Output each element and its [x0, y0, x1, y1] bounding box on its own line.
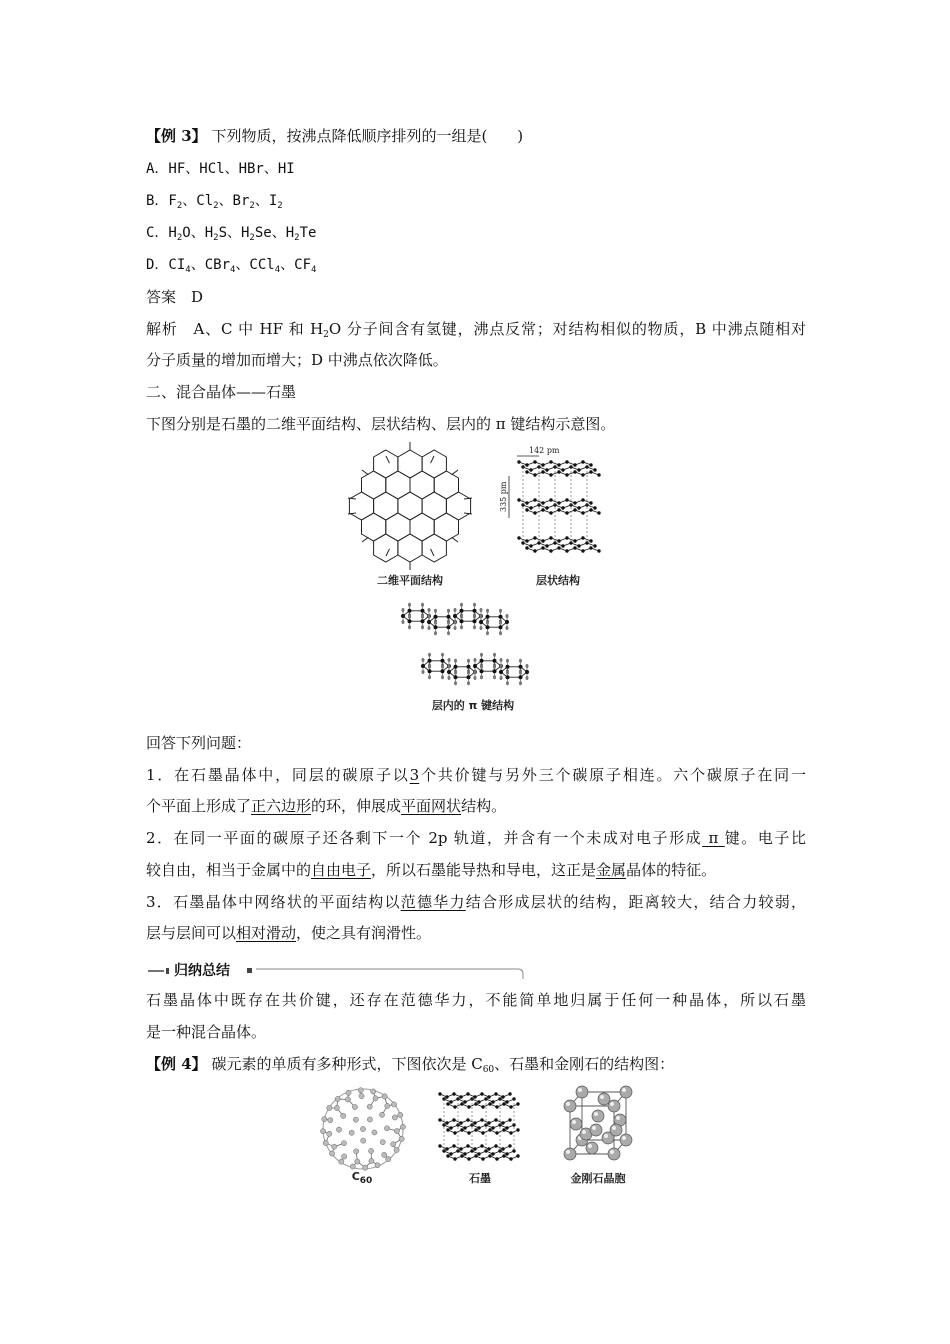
graphite-layered-structure-figure [495, 440, 615, 575]
pi-bond-caption: 层内的 π 键结构 [431, 699, 515, 712]
diamond-caption: 金刚石晶胞 [570, 1172, 626, 1185]
analysis-line-1: 解析 A、C 中 HF 和 $H_2O$ 分子间含有氢键，沸点反常；对结构相似的物质，B 中沸点随相对 [146, 320, 806, 340]
qa-line-1: 1．在石墨晶体中，同层的碳原子以3个共价键与另外三个碳原子相连。六个碳原子在同一 [146, 766, 806, 784]
answer: 答案 D [146, 288, 204, 306]
blank-metal: 金属 [596, 861, 627, 879]
label-335pm: 335 pm [499, 481, 508, 512]
pi-bond-structure-figure [398, 598, 548, 698]
summary-title: 归纳总结 [174, 963, 230, 979]
diamond-cell [564, 1086, 632, 1160]
qa-line-4: 较自由，相当于金属中的自由电子，所以石墨能导热和导电，这正是金属晶体的特征。 [146, 861, 717, 879]
blank-3: 3 [409, 766, 420, 784]
c60-caption: $C_{60}$ [351, 1170, 373, 1186]
graphite-layers [517, 460, 600, 552]
blank-free-electrons: 自由电子 [311, 861, 372, 879]
graphite-planar-structure-figure [344, 440, 476, 572]
section-heading: 二、混合晶体——石墨 [146, 383, 297, 401]
option-b: B．$F_2$、$Cl_2$、$Br_2$、$I_2$ [146, 193, 283, 211]
blank-pi: π [702, 829, 725, 847]
graphite-layers-small [438, 1092, 519, 1160]
graphite-caption: 石墨 [469, 1172, 491, 1185]
pi-bond-layers [401, 603, 529, 685]
label-142pm: 142 pm [529, 446, 560, 455]
qa-line-3: 2．在同一平面的碳原子还各剩下一个 2p 轨道，并含有一个未成对电子形成 π 键。电子比 [146, 829, 806, 847]
c60-atoms [320, 1088, 405, 1171]
c60-fullerene-figure [318, 1085, 408, 1173]
qa-line-2: 个平面上形成了正六边形的环，伸展成平面网状结构。 [146, 797, 507, 815]
diamond-unit-cell-figure [556, 1084, 640, 1168]
qa-line-6: 层与层间可以相对滑动，使之具有润滑性。 [146, 924, 432, 942]
blank-planar-network: 平面网状 [401, 797, 462, 815]
blank-van-der-waals: 范德华力 [400, 893, 466, 911]
analysis-line-2: 分子质量的增加而增大；D 中沸点依次降低。 [146, 351, 448, 369]
option-a: A．HF、HCl、HBr、HI [146, 161, 295, 177]
example-tag: 【例 3】 [146, 127, 207, 145]
question-text: 下列物质，按沸点降低顺序排列的一组是( ) [211, 127, 524, 145]
planar-structure-caption: 二维平面结构 [377, 574, 443, 587]
section-intro: 下图分别是石墨的二维平面结构、层状结构、层内的 π 键结构示意图。 [146, 415, 616, 433]
summary-banner [146, 961, 526, 981]
summary-line-2: 是一种混合晶体。 [146, 1023, 267, 1041]
blank-relative-sliding: 相对滑动 [236, 924, 297, 942]
qa-prompt: 回答下列问题： [146, 734, 252, 752]
summary-line-1: 石墨晶体中既存在共价键，还存在范德华力，不能简单地归属于任何一种晶体，所以石墨 [146, 991, 806, 1009]
option-d: D．$CI_4$、CBr$_4$、CCl$_4$、$CF_4$ [146, 257, 317, 275]
blank-hexagon: 正六边形 [251, 797, 312, 815]
option-c: C．$H_2O$、$H_2S$、$H_2Se$、$H_2Te$ [146, 225, 317, 243]
example-tag: 【例 4】 [146, 1055, 207, 1073]
graphite-structure-figure [436, 1088, 524, 1168]
example-3-question [146, 126, 523, 146]
example-4-question: 【例 4】 碳元素的单质有多种形式，下图依次是 $C_{60}$、石墨和金刚石的结构图： [146, 1055, 675, 1075]
layered-structure-caption: 层状结构 [536, 574, 580, 587]
qa-line-5: 3．石墨晶体中网络状的平面结构以范德华力结合形成层状的结构，距离较大，结合力较弱， [146, 893, 806, 911]
honeycomb-network [348, 442, 472, 570]
